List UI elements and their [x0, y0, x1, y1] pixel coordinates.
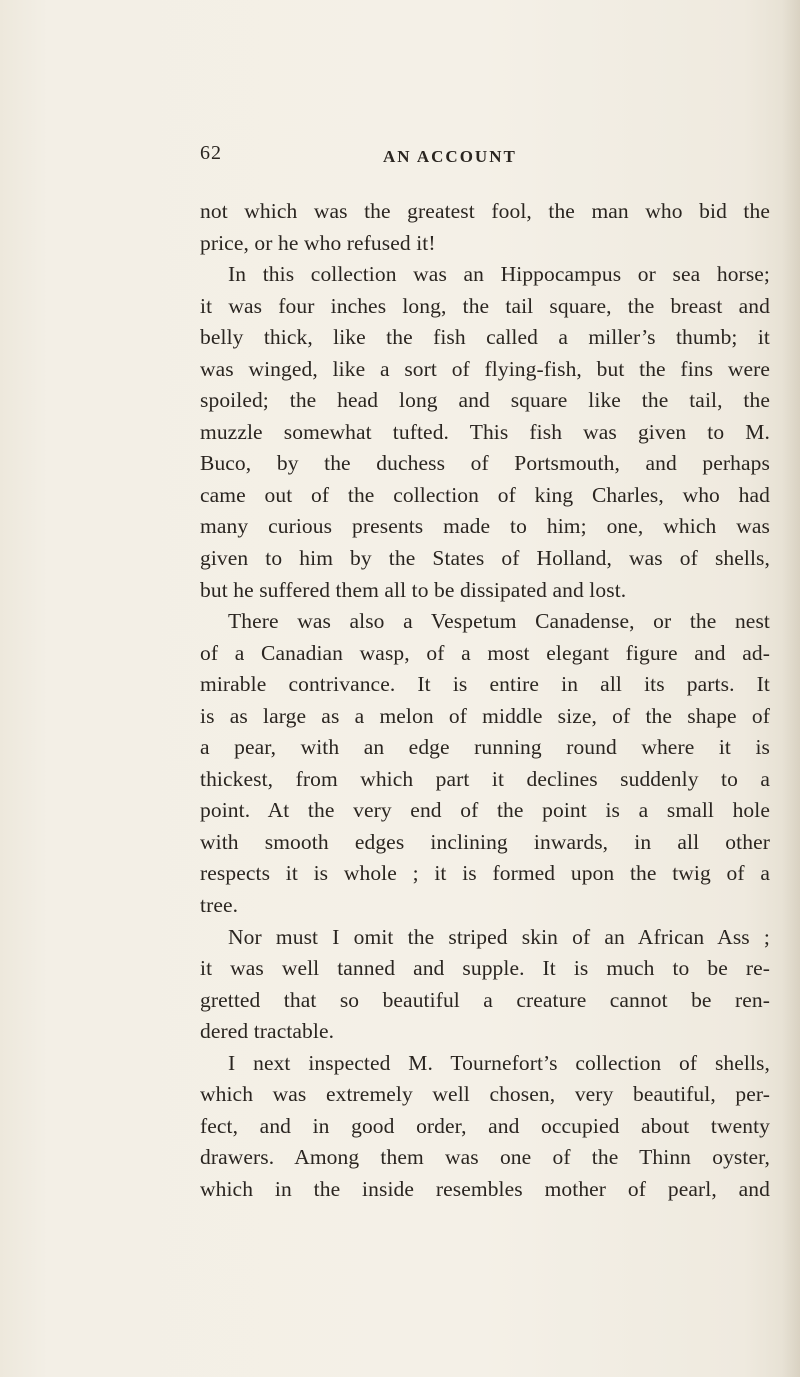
text-line: tree.	[200, 893, 239, 918]
text-line: drawers. Among them was one of the Thinn oyster,	[200, 1145, 770, 1170]
text-line: In this collection was an Hippocampus or sea horse;	[228, 262, 770, 287]
text-line: came out of the collection of king Charles, who had	[200, 482, 770, 507]
text-line: belly thick, like the fish called a miller’s thumb; it	[200, 325, 770, 350]
text-line: price, or he who refused it!	[200, 230, 436, 255]
text-line: dered tractable.	[200, 1019, 335, 1044]
running-header	[200, 142, 670, 172]
text-line: it was well tanned and supple. It is much to be re-	[200, 956, 770, 981]
text-line: mirable contrivance. It is entire in all its parts. It	[200, 672, 770, 697]
text-line: point. At the very end of the point is a small hole	[200, 798, 770, 823]
text-line: given to him by the States of Holland, was of shells,	[200, 546, 770, 571]
text-line: thickest, from which part it declines suddenly to a	[200, 766, 770, 791]
running-title: AN ACCOUNT	[383, 147, 517, 166]
text-line: I next inspected M. Tournefort’s collection of shells,	[228, 1050, 770, 1075]
text-line: muzzle somewhat tufted. This fish was given to M.	[200, 419, 770, 444]
text-line: with smooth edges inclining inwards, in all other	[200, 829, 770, 854]
text-line: Buco, by the duchess of Portsmouth, and perhaps	[200, 451, 770, 476]
body-text	[200, 196, 770, 1206]
text-line: which in the inside resembles mother of pearl, and	[200, 1176, 770, 1201]
text-line: was winged, like a sort of flying-fish, but the fins were	[200, 356, 770, 381]
text-line: Nor must I omit the striped skin of an African Ass ;	[228, 924, 770, 949]
text-line: not which was the greatest fool, the man who bid the	[200, 199, 770, 223]
text-line: is as large as a melon of middle size, of the shape of	[200, 703, 770, 728]
text-line: spoiled; the head long and square like the tail, the	[200, 388, 770, 413]
text-line: of a Canadian wasp, of a most elegant figure and ad-	[200, 640, 770, 665]
text-line: fect, and in good order, and occupied about twenty	[200, 1113, 770, 1138]
text-line: respects it is whole ; it is formed upon the twig of a	[200, 861, 770, 886]
text-line: but he suffered them all to be dissipated and lost.	[200, 577, 627, 602]
text-line: gretted that so beautiful a creature cannot be ren-	[200, 987, 770, 1012]
text-line: it was four inches long, the tail square, the breast and	[200, 293, 770, 318]
text-line: which was extremely well chosen, very beautiful, per-	[200, 1082, 770, 1107]
text-line: There was also a Vespetum Canadense, or the nest	[228, 609, 770, 634]
page-number: 62	[200, 142, 222, 164]
text-line: a pear, with an edge running round where it is	[200, 735, 770, 760]
text-line: many curious presents made to him; one, which was	[200, 514, 770, 539]
page-edge-shadow	[782, 0, 800, 1377]
